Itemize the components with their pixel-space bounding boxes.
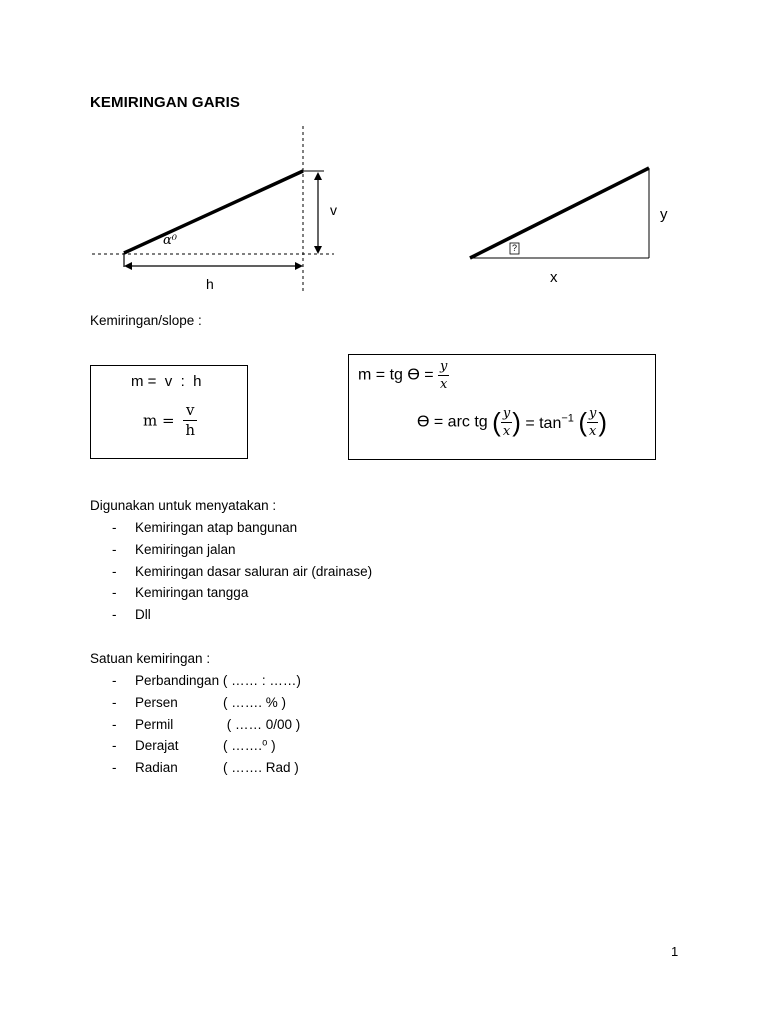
slope-label: Kemiringan/slope : — [90, 313, 202, 328]
fraction-denominator: h — [185, 421, 196, 439]
units-list — [90, 670, 490, 779]
formula-fraction — [143, 403, 197, 438]
tan-exponent: −1 — [561, 412, 574, 425]
list-item: - Persen ( ……. % ) — [112, 694, 286, 710]
slope-diagram-vh — [88, 120, 348, 300]
tan-inverse: = $\tan^{-1}$ — [525, 412, 574, 432]
tan-numerator: y — [589, 406, 597, 421]
usage-heading: Digunakan untuk menyatakan : — [90, 498, 277, 513]
fraction-numerator: v — [183, 403, 197, 421]
list-item: - Permil ( …… 0/00 ) — [112, 716, 301, 732]
formula-lhs: m = — [143, 411, 175, 430]
list-item: - Radian ( ……. Rad ) — [112, 760, 299, 776]
list-item: - Perbandingan ( …… : ……) — [112, 673, 301, 688]
v-label: v — [330, 202, 337, 218]
list-item: - Derajat ( …….⁰ ) — [112, 738, 276, 754]
tan-denominator: x — [589, 424, 597, 439]
list-item: - Dll — [112, 607, 151, 623]
arctg-denominator: x — [502, 424, 511, 439]
formula-ratio: m = v : h — [131, 373, 202, 390]
y-label: y — [660, 206, 668, 223]
list-item: - Kemiringan dasar saluran air (drainase) — [112, 563, 373, 579]
formula-tg — [358, 360, 449, 391]
arctg-numerator: y — [502, 406, 511, 421]
slope-diagram-xy — [460, 160, 660, 270]
formula-arctg: ϴ = arc tg ( $\frac{y}{x}$ ) = $\tan^{-1}$ ( $\frac{y}{x}$ ) — [417, 406, 608, 439]
list-item: - Kemiringan tangga — [112, 585, 249, 601]
h-label: h — [206, 276, 214, 292]
angle-marker-symbol: ? — [511, 243, 517, 253]
formula-tg-lhs: m = tg ϴ = — [358, 366, 434, 384]
list-item: - Kemiringan jalan — [112, 541, 236, 557]
slope-line-xy — [470, 168, 649, 258]
formula-box-tg — [348, 354, 656, 460]
list-item: - Kemiringan atap bangunan — [112, 520, 298, 535]
x-label: x — [550, 269, 558, 286]
page-number: 1 — [671, 944, 679, 959]
arctg-lhs: ϴ = arc tg — [417, 413, 488, 431]
units-heading: Satuan kemiringan : — [90, 651, 211, 666]
usage-list — [90, 517, 490, 626]
angle-alpha-label: α⁰ — [163, 233, 177, 248]
slope-line — [124, 171, 303, 253]
formula-box-vh — [90, 365, 248, 459]
page-title: KEMIRINGAN GARIS — [90, 94, 240, 111]
tg-denominator: x — [440, 377, 448, 392]
tg-numerator: y — [440, 359, 448, 374]
